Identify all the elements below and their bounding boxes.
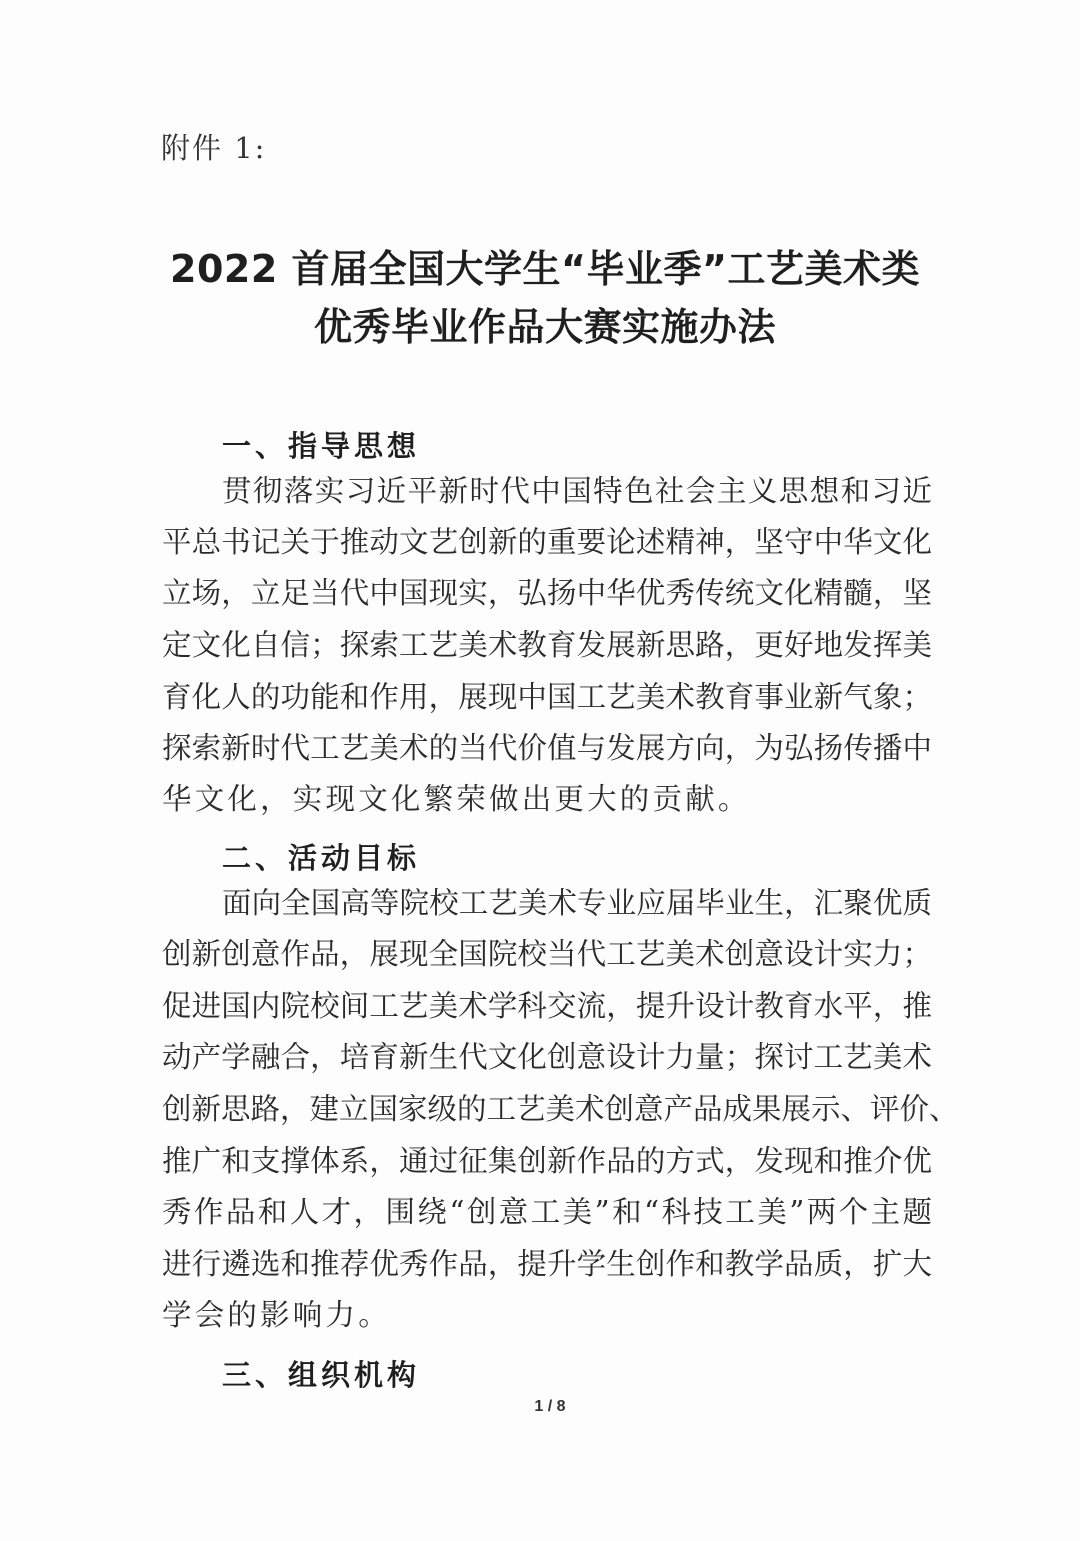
paragraph-line: 秀作品和人才，围绕“创意工美”和“科技工美”两个主题: [162, 1195, 932, 1229]
page-number: 1 / 8: [534, 1398, 566, 1415]
paragraph-line: 华文化，实现文化繁荣做出更大的贡献。: [162, 782, 751, 816]
paragraph-line: 贯彻落实习近平新时代中国特色社会主义思想和习近: [222, 474, 932, 508]
paragraph-line: 创新创意作品，展现全国院校当代工艺美术创意设计实力；: [162, 937, 932, 971]
paragraph-line: 进行遴选和推荐优秀作品，提升学生创作和教学品质，扩大: [162, 1247, 932, 1281]
section-heading: 三、组织机构: [222, 1358, 421, 1392]
paragraph-line: 育化人的功能和作用，展现中国工艺美术教育事业新气象；: [162, 680, 932, 714]
section-heading: 二、活动目标: [222, 841, 421, 875]
paragraph-line: 推广和支撑体系，通过征集创新作品的方式，发现和推介优: [162, 1144, 932, 1178]
paragraph-line: 动产学融合，培育新生代文化创意设计力量；探讨工艺美术: [162, 1040, 932, 1074]
attachment-label: 附件 1:: [161, 131, 267, 165]
paragraph-line: 平总书记关于推动文艺创新的重要论述精神，坚守中华文化: [162, 525, 932, 559]
section-heading: 一、指导思想: [222, 429, 421, 463]
paragraph-line: 定文化自信；探索工艺美术教育发展新思路，更好地发挥美: [162, 628, 932, 662]
paragraph-line: 探索新时代工艺美术的当代价值与发展方向，为弘扬传播中: [162, 731, 932, 765]
document-title-line-1: 2022 首届全国大学生“毕业季”工艺美术类: [170, 247, 920, 291]
document-title-line-2: 优秀毕业作品大赛实施办法: [313, 305, 776, 349]
paragraph-line: 立场，立足当代中国现实，弘扬中华优秀传统文化精髓，坚: [162, 576, 932, 610]
paragraph-line: 面向全国高等院校工艺美术专业应届毕业生，汇聚优质: [222, 886, 932, 920]
paragraph-line: 促进国内院校间工艺美术学科交流，提升设计教育水平，推: [162, 989, 932, 1023]
paragraph-line: 创新思路，建立国家级的工艺美术创意产品成果展示、评价、: [162, 1092, 959, 1126]
paragraph-line: 学会的影响力。: [162, 1298, 391, 1332]
